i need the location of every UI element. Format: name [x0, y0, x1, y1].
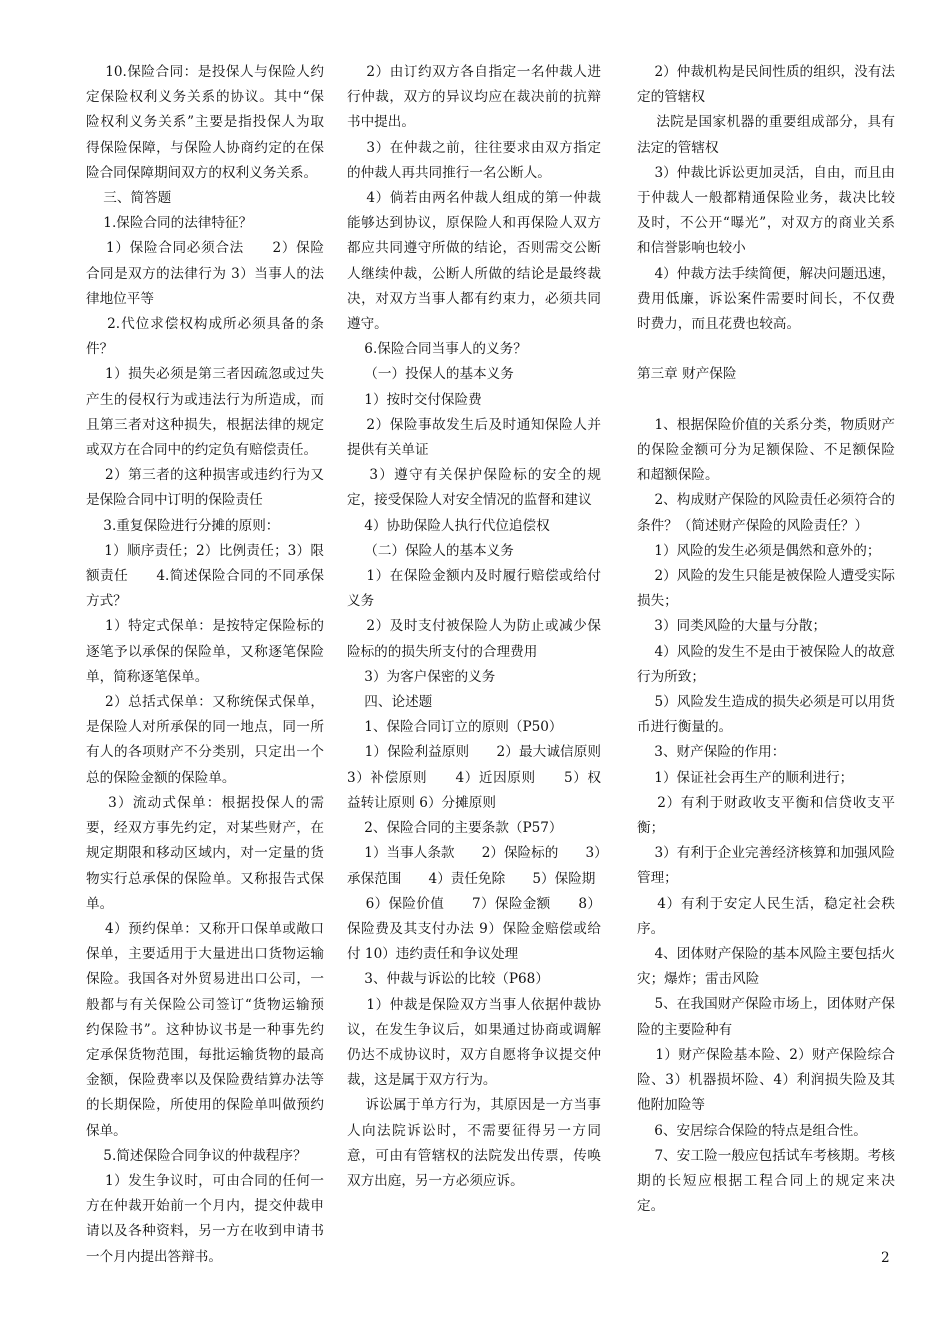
paragraph: 1）保证社会再生产的顺利进行；	[637, 769, 854, 786]
paragraph: 第三章 财产保险	[637, 366, 737, 383]
paragraph: 1、保险合同订立的原则（P50）	[347, 719, 563, 736]
paragraph: 3）遵守有关保护保险标的安全的规定，接受保险人对安全情况的监督和建议	[347, 467, 601, 509]
page-number: 2	[881, 1250, 890, 1266]
paragraph: 4）预约保单：又称开口保单或敞口保单，主要适用于大量进出口货物运输保险。我国各对外贸易进出口公司，一般都与有关保险公司签订“货物运输预约保险书”。这种协议书是一种事先约定承保货物范围，每批运输货物的最高金额，保险费率以及保险费结算办法等的长期保险，所使用的保险单叫做预约保单。	[86, 920, 324, 1139]
paragraph: 3）仲裁比诉讼更加灵活，自由，而且由于仲裁人一般都精通保险业务，裁决比较及时，不公开“曝光”，对双方的商业关系和信誉影响也较小	[637, 164, 895, 257]
text-column-left	[86, 60, 324, 1270]
paragraph: 3、财产保险的作用：	[637, 744, 786, 761]
text-column-right	[637, 60, 895, 1219]
paragraph: 1）特定式保单：是按特定保险标的逐笔予以承保的保险单，又称逐笔保险单，简称逐笔保单。	[86, 618, 324, 685]
paragraph: 2、构成财产保险的风险责任必须符合的条件？（简述财产保险的风险责任？）	[637, 492, 895, 534]
paragraph: 4）有利于安定人民生活，稳定社会秩序。	[637, 895, 895, 937]
paragraph: 3）有利于企业完善经济核算和加强风险管理；	[637, 845, 895, 887]
paragraph: 3）在仲裁之前，往往要求由双方指定的仲裁人再共同推行一名公断人。	[347, 139, 601, 181]
paragraph: 诉讼属于单方行为，其原因是一方当事人向法院诉讼时，不需要征得另一方同意，可由有管辖权的法院发出传票，传唤双方出庭，另一方必须应诉。	[347, 1097, 601, 1189]
paragraph	[637, 388, 895, 413]
paragraph: 2）有利于财政收支平衡和信贷收支平衡；	[637, 794, 895, 837]
paragraph: 4）仲裁方法手续简便，解决问题迅速，费用低廉，诉讼案件需要时间长，不仅费时费力，而且花费也较高。	[637, 265, 895, 333]
paragraph: 3）为客户保密的义务	[347, 668, 496, 685]
paragraph: 1.保险合同的法律特征？	[86, 215, 253, 232]
paragraph: 2）总括式保单：又称统保式保单，是保险人对所承保的同一地点，同一所有人的各项财产不分类别，只定出一个总的保险金额的保险单。	[86, 694, 324, 786]
paragraph: 三、简答题	[86, 190, 172, 207]
paragraph: 四、论述题	[347, 694, 433, 711]
paragraph: 4、团体财产保险的基本风险主要包括火灾；爆炸；雷击风险	[637, 946, 895, 988]
paragraph: 3、仲裁与诉讼的比较（P68）	[347, 971, 549, 988]
paragraph: 4）风险的发生不是由于被保险人的故意行为所致；	[637, 643, 895, 685]
paragraph: 4）协助保险人执行代位追偿权	[347, 517, 550, 534]
paragraph: 6.保险合同当事人的义务？	[347, 341, 527, 358]
paragraph: （二）保险人的基本义务	[347, 542, 514, 559]
paragraph: 10.保险合同：是投保人与保险人约定保险权利义务关系的协议。其中“保险权利义务关系”主要是指投保人为取得保险保障，与保险人协商约定的在保险合同保障期间双方的权利义务关系。	[86, 64, 324, 181]
paragraph: 4）倘若由两名仲裁人组成的第一仲裁能够达到协议，原保险人和再保险人双方都应共同遵守所做的结论，否则需交公断人继续仲裁，公断人所做的结论是最终裁决，对双方当事人都有约束力，必须共同遵守。	[347, 190, 601, 333]
paragraph: 5.简述保险合同争议的仲裁程序？	[86, 1147, 307, 1164]
paragraph: 1）顺序责任；2）比例责任；3）限额责任 4.简述保险合同的不同承保方式？	[86, 542, 324, 610]
text-column-middle	[347, 60, 629, 1194]
paragraph: 1）在保险金额内及时履行赔偿或给付义务	[347, 568, 601, 610]
paragraph: 3）流动式保单：根据投保人的需要，经双方事先约定，对某些财产，在规定期限和移动区域内，对一定量的货物实行总承保的保险单。又称报告式保单。	[86, 794, 324, 912]
paragraph: 2）风险的发生只能是被保险人遭受实际损失；	[637, 568, 895, 610]
paragraph: 2）第三者的这种损害或违约行为又是保险合同中订明的保险责任	[86, 467, 324, 509]
paragraph: 6、安居综合保险的特点是组合性。	[637, 1122, 867, 1139]
paragraph: 3）同类风险的大量与分散；	[637, 618, 827, 635]
paragraph	[637, 337, 895, 362]
paragraph: 1、根据保险价值的关系分类，物质财产的保险金额可分为足额保险、不足额保险和超额保险。	[637, 416, 895, 484]
paragraph: 1）发生争议时，可由合同的任何一方在仲裁开始前一个月内，提交仲裁申请以及各种资料，另一方在收到申请书一个月内提出答辩书。	[86, 1172, 324, 1265]
paragraph: 1）按时交付保险费	[347, 391, 482, 408]
paragraph: 1）仲裁是保险双方当事人依据仲裁协议，在发生争议后，如果通过协商或调解仍达不成协议时，双方自愿将争议提交仲裁，这是属于双方行为。	[347, 996, 601, 1089]
paragraph: 1）风险的发生必须是偶然和意外的；	[637, 542, 881, 559]
paragraph: 2、保险合同的主要条款（P57）	[347, 820, 563, 837]
paragraph: （一）投保人的基本义务	[347, 366, 514, 383]
paragraph: 6）保险价值 7）保险金额 8）保险费及其支付办法 9）保险金赔偿或给付 10）违约责任和争议处理	[347, 895, 601, 963]
paragraph: 5）风险发生造成的损失必须是可以用货币进行衡量的。	[637, 694, 895, 736]
paragraph: 法院是国家机器的重要组成部分，具有法定的管辖权	[637, 114, 895, 156]
paragraph: 3.重复保险进行分摊的原则：	[86, 517, 280, 534]
paragraph: 2）及时支付被保险人为防止或减少保险标的的损失所支付的合理费用	[347, 618, 601, 660]
paragraph: 7、安工险一般应包括试车考核期。考核期的长短应根据工程合同上的规定来决定。	[637, 1147, 895, 1215]
paragraph: 1）当事人条款 2）保险标的 3）承保范围 4）责任免除 5）保险期	[347, 845, 601, 887]
paragraph: 1）保险利益原则 2）最大诚信原则 3）补偿原则 4）近因原则 5）权益转让原则 6）分摊原则	[347, 744, 629, 811]
paragraph: 2）保险事故发生后及时通知保险人并提供有关单证	[347, 416, 601, 459]
paragraph: 5、在我国财产保险市场上，团体财产保险的主要险种有	[637, 996, 895, 1038]
paragraph: 1）保险合同必须合法 2）保险合同是双方的法律行为 3）当事人的法律地位平等	[86, 240, 324, 307]
paragraph: 1）损失必须是第三者因疏忽或过失产生的侵权行为或违法行为所造成，而且第三者对这种损失，根据法律的规定或双方在合同中的约定负有赔偿责任。	[86, 366, 324, 459]
paragraph: 2）由订约双方各自指定一名仲裁人进行仲裁，双方的异议均应在裁决前的抗辩书中提出。	[347, 64, 601, 131]
paragraph: 2）仲裁机构是民间性质的组织，没有法定的管辖权	[637, 64, 895, 106]
paragraph: 2.代位求偿权构成所必须具备的条件？	[86, 316, 324, 358]
paragraph: 1）财产保险基本险、2）财产保险综合险、3）机器损坏险、4）利润损失险及其他附加险等	[637, 1046, 895, 1114]
